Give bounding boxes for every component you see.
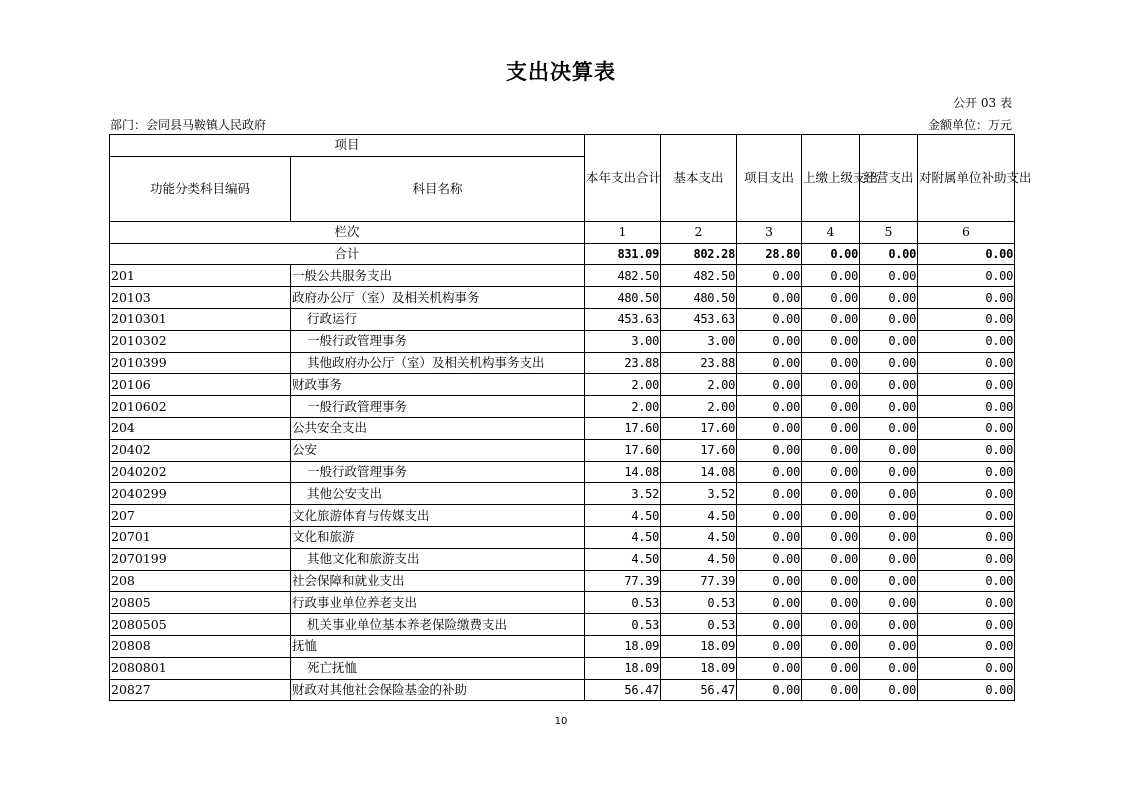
row-code: 208 (110, 570, 291, 592)
row-value: 0.00 (918, 265, 1015, 287)
row-value: 3.00 (585, 330, 661, 352)
row-value: 0.00 (860, 505, 918, 527)
table-row (110, 592, 1015, 614)
row-value: 4.50 (585, 526, 661, 548)
table-row (110, 374, 1015, 396)
row-code: 2080801 (110, 657, 291, 679)
row-code: 2070199 (110, 548, 291, 570)
row-value: 0.00 (918, 330, 1015, 352)
table-row (110, 679, 1015, 701)
table-row (110, 439, 1015, 461)
row-name: 一般行政管理事务 (291, 330, 585, 352)
row-value: 0.00 (802, 308, 860, 330)
row-value: 18.09 (585, 657, 661, 679)
row-value: 0.00 (737, 461, 802, 483)
table-row (110, 287, 1015, 309)
row-code: 2040202 (110, 461, 291, 483)
row-value: 0.00 (802, 526, 860, 548)
row-value: 0.00 (737, 374, 802, 396)
row-code: 20808 (110, 635, 291, 657)
row-value: 0.00 (860, 592, 918, 614)
row-value: 0.00 (802, 287, 860, 309)
row-value: 0.00 (802, 570, 860, 592)
row-name: 文化旅游体育与传媒支出 (291, 505, 585, 527)
row-value: 18.09 (661, 635, 737, 657)
row-value: 2.00 (661, 396, 737, 418)
form-code: 公开 03 表 (953, 96, 1012, 110)
row-value: 453.63 (661, 308, 737, 330)
row-name: 公安 (291, 439, 585, 461)
row-value: 0.00 (860, 352, 918, 374)
row-name: 行政运行 (291, 308, 585, 330)
row-value: 0.00 (802, 505, 860, 527)
row-value: 0.00 (737, 614, 802, 636)
row-value: 0.00 (860, 679, 918, 701)
row-value: 0.00 (860, 635, 918, 657)
header-project: 项目支出 (737, 135, 802, 222)
page-title: 支出决算表 (506, 60, 616, 84)
row-value: 0.00 (802, 679, 860, 701)
table-row (110, 352, 1015, 374)
row-value: 17.60 (585, 417, 661, 439)
row-value: 0.00 (802, 635, 860, 657)
row-name: 一般公共服务支出 (291, 265, 585, 287)
row-value: 0.00 (918, 439, 1015, 461)
table-row (110, 614, 1015, 636)
row-value: 14.08 (585, 461, 661, 483)
table-row (110, 330, 1015, 352)
row-value: 0.00 (918, 657, 1015, 679)
row-value: 0.00 (802, 657, 860, 679)
row-value: 0.00 (860, 548, 918, 570)
row-value: 453.63 (585, 308, 661, 330)
row-value: 0.00 (918, 548, 1015, 570)
table-row (110, 657, 1015, 679)
row-value: 0.53 (661, 592, 737, 614)
row-value: 14.08 (661, 461, 737, 483)
row-name: 死亡抚恤 (291, 657, 585, 679)
table-row (110, 483, 1015, 505)
row-value: 0.00 (737, 483, 802, 505)
row-value: 0.00 (860, 657, 918, 679)
row-value: 0.00 (737, 396, 802, 418)
row-value: 480.50 (585, 287, 661, 309)
row-value: 3.52 (585, 483, 661, 505)
row-code: 20106 (110, 374, 291, 396)
row-value: 77.39 (585, 570, 661, 592)
row-name: 机关事业单位基本养老保险缴费支出 (291, 614, 585, 636)
row-value: 482.50 (585, 265, 661, 287)
table-row (110, 396, 1015, 418)
row-value: 18.09 (585, 635, 661, 657)
row-value: 0.00 (802, 439, 860, 461)
table-row (110, 265, 1015, 287)
table-row (110, 417, 1015, 439)
total-value: 28.80 (737, 243, 802, 265)
row-name: 社会保障和就业支出 (291, 570, 585, 592)
row-value: 0.00 (860, 417, 918, 439)
row-name: 财政事务 (291, 374, 585, 396)
row-value: 0.00 (802, 614, 860, 636)
row-value: 0.53 (585, 614, 661, 636)
row-name: 政府办公厅（室）及相关机构事务 (291, 287, 585, 309)
row-value: 0.00 (860, 330, 918, 352)
row-value: 0.00 (918, 396, 1015, 418)
total-value: 0.00 (860, 243, 918, 265)
row-value: 0.00 (918, 287, 1015, 309)
row-value: 0.00 (802, 265, 860, 287)
header-name: 科目名称 (291, 156, 585, 221)
row-value: 0.00 (737, 330, 802, 352)
table-row (110, 570, 1015, 592)
row-value: 0.00 (737, 635, 802, 657)
row-code: 20805 (110, 592, 291, 614)
row-code: 20103 (110, 287, 291, 309)
row-name: 其他政府办公厅（室）及相关机构事务支出 (291, 352, 585, 374)
row-value: 17.60 (585, 439, 661, 461)
row-value: 0.00 (737, 592, 802, 614)
table-row (110, 308, 1015, 330)
row-code: 20701 (110, 526, 291, 548)
table-row (110, 548, 1015, 570)
row-value: 0.00 (918, 461, 1015, 483)
row-value: 56.47 (585, 679, 661, 701)
row-value: 0.00 (918, 679, 1015, 701)
table-row (110, 635, 1015, 657)
row-name: 一般行政管理事务 (291, 396, 585, 418)
row-value: 0.00 (802, 352, 860, 374)
row-code: 2040299 (110, 483, 291, 505)
row-value: 3.52 (661, 483, 737, 505)
total-value: 0.00 (802, 243, 860, 265)
row-value: 0.00 (737, 570, 802, 592)
row-value: 0.00 (802, 483, 860, 505)
row-value: 0.00 (860, 308, 918, 330)
col-num: 6 (918, 221, 1015, 243)
row-value: 0.00 (737, 505, 802, 527)
row-name: 财政对其他社会保险基金的补助 (291, 679, 585, 701)
row-value: 0.00 (802, 330, 860, 352)
row-value: 0.00 (860, 570, 918, 592)
row-value: 0.00 (802, 396, 860, 418)
page-number: 10 (554, 716, 568, 727)
header-business: 经营支出 (860, 135, 918, 222)
header-item: 项目 (110, 135, 585, 157)
row-value: 0.00 (860, 461, 918, 483)
row-value: 0.00 (737, 657, 802, 679)
row-value: 0.00 (860, 526, 918, 548)
row-value: 0.00 (918, 570, 1015, 592)
row-value: 0.00 (802, 548, 860, 570)
row-value: 23.88 (585, 352, 661, 374)
unit-label: 金额单位：万元 (927, 118, 1012, 132)
row-code: 2010302 (110, 330, 291, 352)
row-value: 0.00 (737, 308, 802, 330)
row-value: 0.00 (860, 287, 918, 309)
row-value: 4.50 (661, 548, 737, 570)
row-name: 公共安全支出 (291, 417, 585, 439)
row-value: 0.00 (737, 265, 802, 287)
row-code: 204 (110, 417, 291, 439)
total-value: 0.00 (918, 243, 1015, 265)
header-upper: 上缴上级支出 (802, 135, 860, 222)
row-value: 17.60 (661, 439, 737, 461)
row-value: 4.50 (661, 505, 737, 527)
total-value: 802.28 (661, 243, 737, 265)
row-value: 482.50 (661, 265, 737, 287)
row-value: 2.00 (585, 374, 661, 396)
col-num: 5 (860, 221, 918, 243)
col-num: 3 (737, 221, 802, 243)
row-value: 0.00 (860, 439, 918, 461)
row-value: 17.60 (661, 417, 737, 439)
column-label: 栏次 (110, 221, 585, 243)
row-code: 201 (110, 265, 291, 287)
row-value: 0.00 (860, 265, 918, 287)
row-value: 0.00 (802, 592, 860, 614)
row-value: 0.00 (737, 526, 802, 548)
row-value: 0.00 (860, 396, 918, 418)
row-value: 4.50 (661, 526, 737, 548)
row-value: 0.00 (918, 635, 1015, 657)
row-code: 20402 (110, 439, 291, 461)
row-code: 20827 (110, 679, 291, 701)
row-value: 0.00 (802, 374, 860, 396)
header-row-item (110, 135, 1015, 157)
row-value: 0.00 (860, 483, 918, 505)
table-row (110, 461, 1015, 483)
row-value: 0.00 (737, 679, 802, 701)
row-value: 77.39 (661, 570, 737, 592)
row-value: 0.00 (737, 287, 802, 309)
row-value: 0.00 (860, 374, 918, 396)
row-value: 23.88 (661, 352, 737, 374)
row-value: 56.47 (661, 679, 737, 701)
row-value: 0.00 (918, 352, 1015, 374)
header-subsidy: 对附属单位补助支出 (918, 135, 1015, 222)
row-value: 0.00 (802, 417, 860, 439)
column-number-row (110, 221, 1015, 243)
row-value: 0.53 (661, 614, 737, 636)
row-code: 207 (110, 505, 291, 527)
row-value: 18.09 (661, 657, 737, 679)
table-row (110, 505, 1015, 527)
row-code: 2010301 (110, 308, 291, 330)
department-label: 部门：会同县马鞍镇人民政府 (110, 118, 267, 132)
row-value: 0.00 (918, 526, 1015, 548)
col-num: 1 (585, 221, 661, 243)
table-row (110, 526, 1015, 548)
row-value: 2.00 (661, 374, 737, 396)
row-code: 2010602 (110, 396, 291, 418)
row-value: 0.00 (737, 417, 802, 439)
row-name: 其他文化和旅游支出 (291, 548, 585, 570)
row-value: 2.00 (585, 396, 661, 418)
header-total: 本年支出合计 (585, 135, 661, 222)
expenditure-table (109, 134, 1032, 701)
row-value: 0.00 (918, 483, 1015, 505)
row-value: 480.50 (661, 287, 737, 309)
total-label: 合计 (110, 243, 585, 265)
row-value: 3.00 (661, 330, 737, 352)
header-code: 功能分类科目编码 (110, 156, 291, 221)
row-value: 0.53 (585, 592, 661, 614)
row-code: 2010399 (110, 352, 291, 374)
total-row (110, 243, 1015, 265)
row-value: 0.00 (918, 614, 1015, 636)
row-value: 0.00 (860, 614, 918, 636)
row-value: 0.00 (918, 505, 1015, 527)
row-value: 0.00 (802, 461, 860, 483)
row-value: 0.00 (737, 352, 802, 374)
row-name: 抚恤 (291, 635, 585, 657)
row-value: 0.00 (737, 548, 802, 570)
row-value: 0.00 (918, 417, 1015, 439)
row-value: 0.00 (918, 374, 1015, 396)
row-code: 2080505 (110, 614, 291, 636)
row-value: 4.50 (585, 505, 661, 527)
header-basic: 基本支出 (661, 135, 737, 222)
row-value: 0.00 (737, 439, 802, 461)
row-value: 0.00 (918, 592, 1015, 614)
col-num: 2 (661, 221, 737, 243)
row-name: 其他公安支出 (291, 483, 585, 505)
total-value: 831.09 (585, 243, 661, 265)
row-value: 0.00 (918, 308, 1015, 330)
row-name: 行政事业单位养老支出 (291, 592, 585, 614)
col-num: 4 (802, 221, 860, 243)
row-name: 一般行政管理事务 (291, 461, 585, 483)
row-value: 4.50 (585, 548, 661, 570)
row-name: 文化和旅游 (291, 526, 585, 548)
